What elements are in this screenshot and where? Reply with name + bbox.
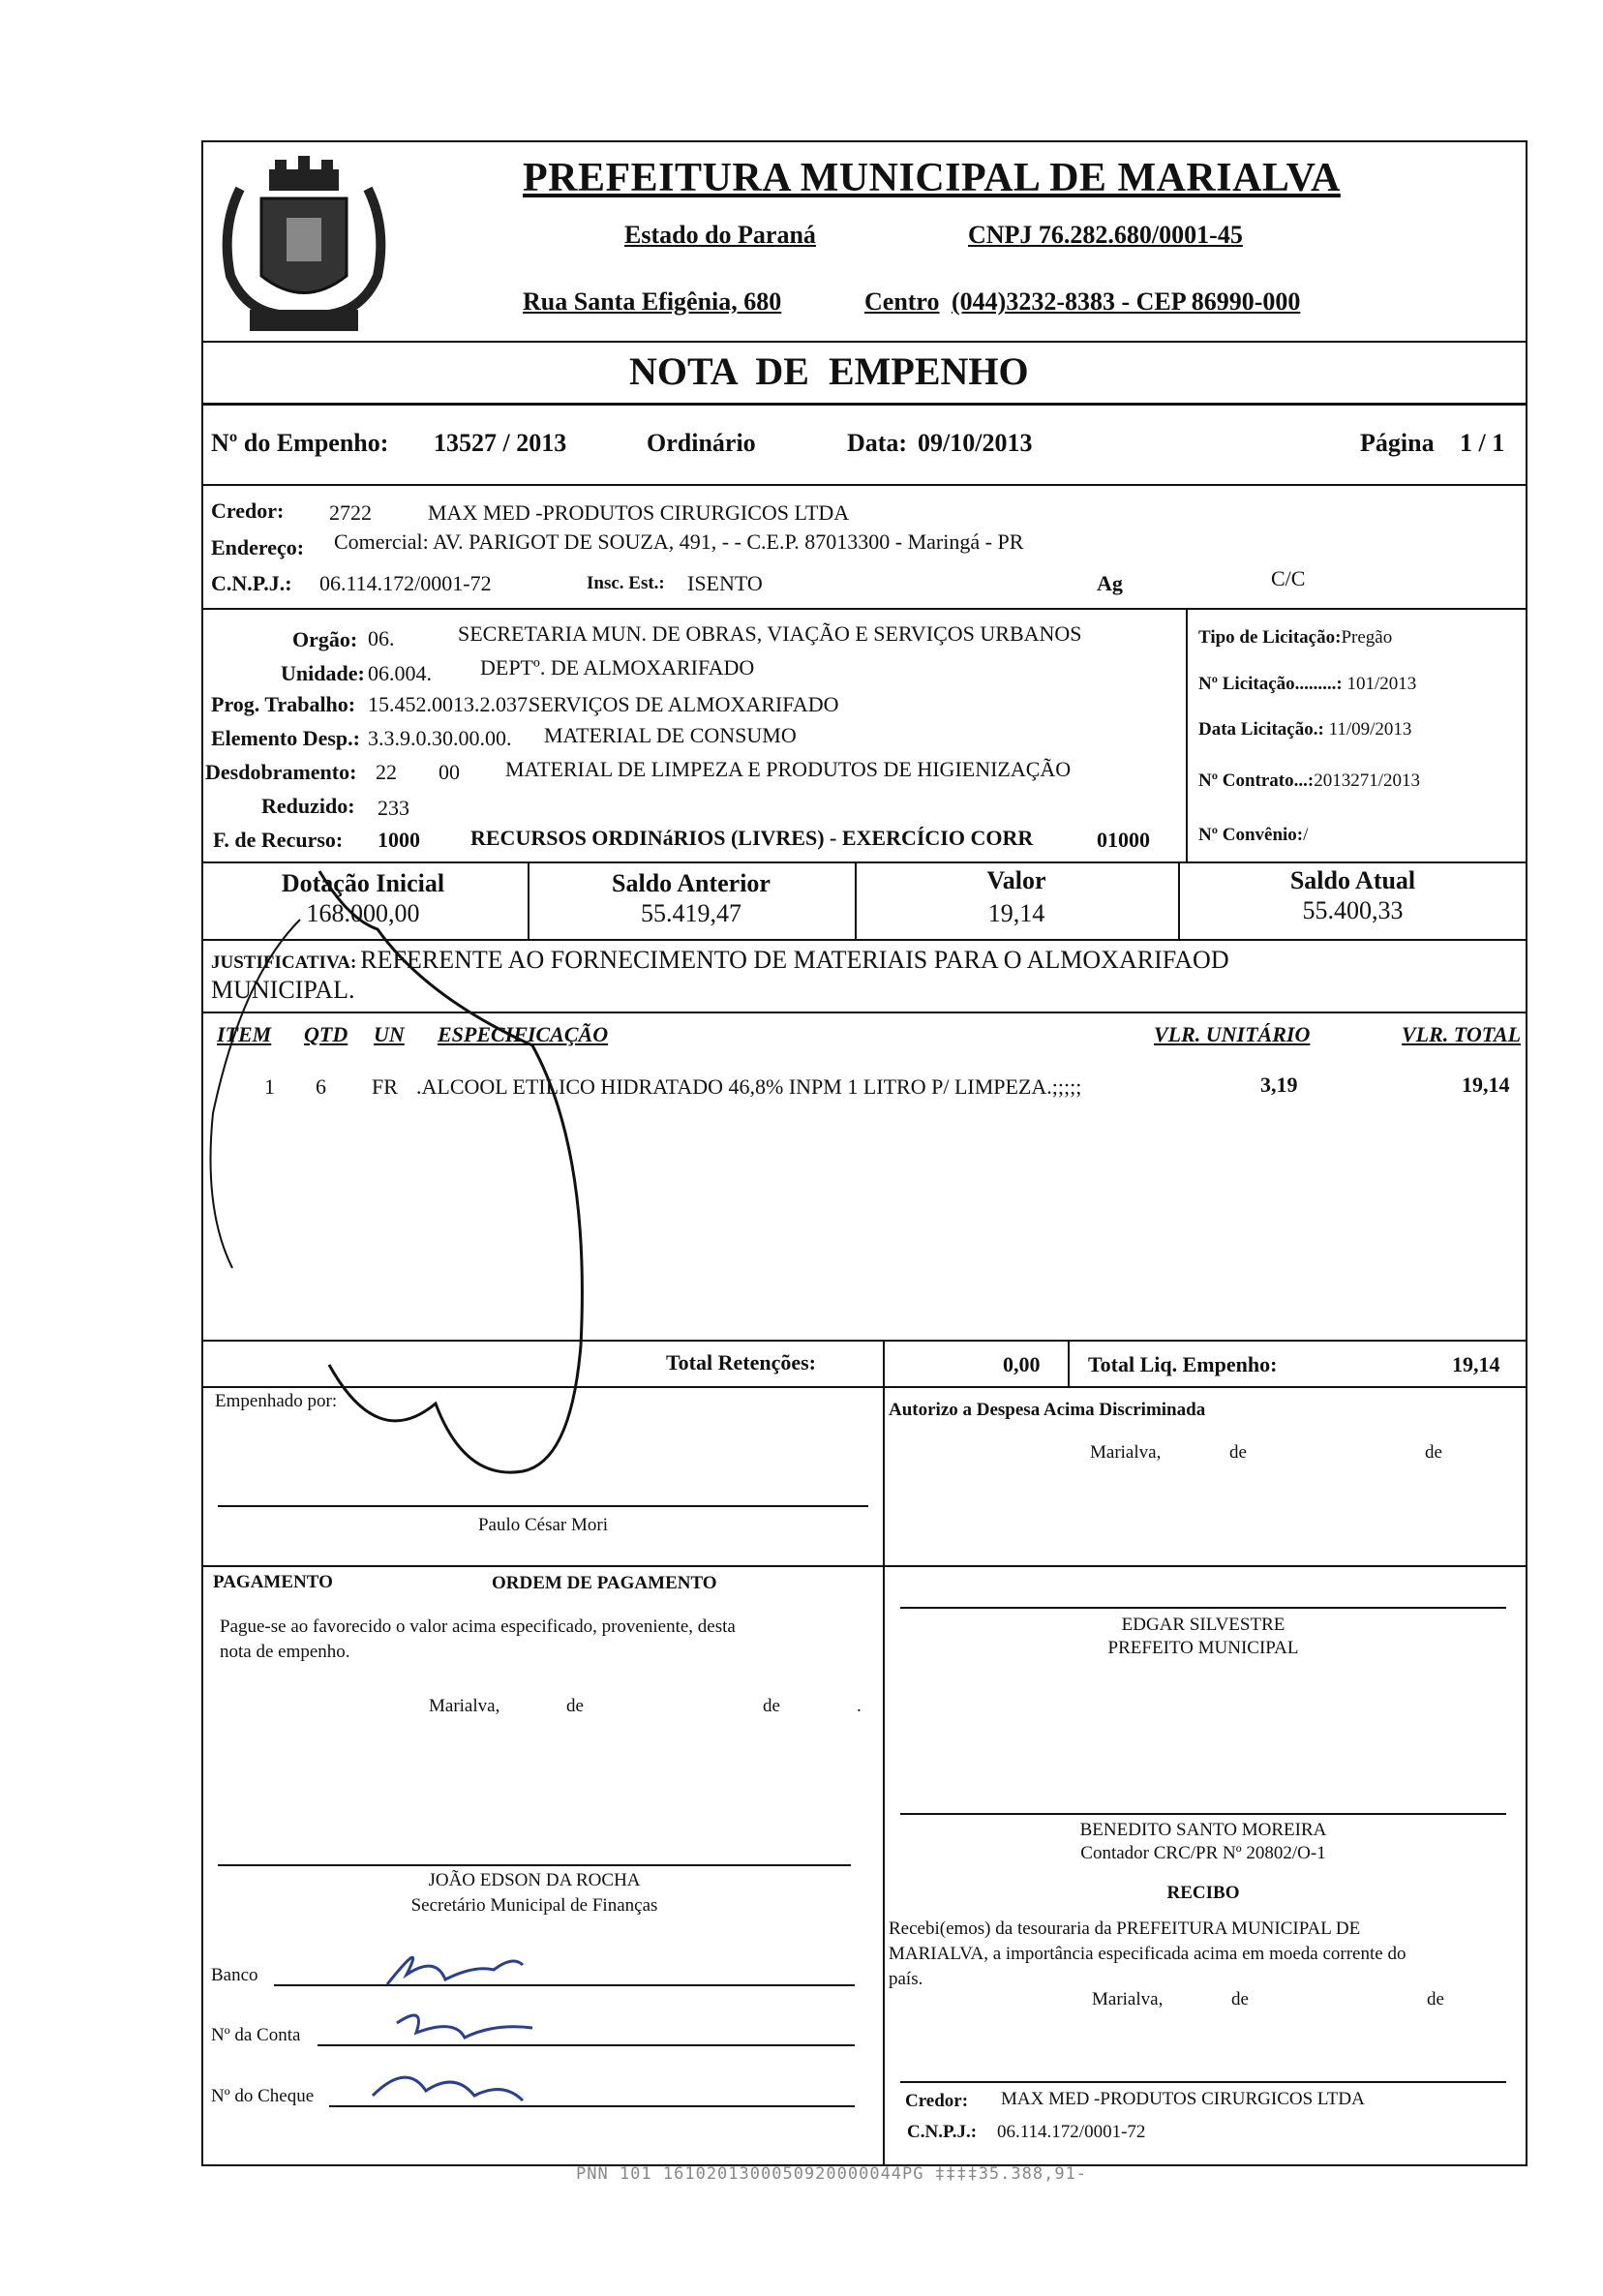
divider — [201, 608, 1527, 610]
pagamento-date-dot: . — [857, 1696, 862, 1716]
autorizo-date-city: Marialva, — [1090, 1442, 1162, 1463]
retencoes-value: 0,00 — [1003, 1352, 1041, 1376]
tipo-licitacao-label: Tipo de Licitação:Pregão — [1198, 627, 1393, 648]
valor-label: Valor — [986, 866, 1046, 894]
prog-label: Prog. Trabalho: — [211, 692, 356, 716]
pagamento-date-de2: de — [763, 1696, 780, 1716]
prefeito-name: EDGAR SILVESTRE — [1121, 1615, 1285, 1635]
pagamento-text-1: Pague-se ao favorecido o valor acima especificado, proveniente, desta — [220, 1616, 736, 1637]
retencoes-label: Total Retenções: — [666, 1350, 816, 1375]
elemento-label: Elemento Desp.: — [211, 726, 360, 750]
recibo-cnpj-label: C.N.P.J.: — [907, 2122, 978, 2142]
orgao-name: SECRETARIA MUN. DE OBRAS, VIAÇÃO E SERVIÇOS URBANOS — [458, 621, 1082, 646]
recibo-credor-label: Credor: — [905, 2091, 969, 2111]
secretario-name: JOÃO EDSON DA ROCHA — [428, 1870, 641, 1890]
banco-line — [274, 1984, 855, 1986]
recibo-text-3: país. — [889, 1969, 923, 1989]
unidade-label: Unidade: — [281, 661, 365, 685]
signature-line — [900, 1607, 1506, 1609]
divider — [883, 1386, 885, 1565]
credor-cnpj-label: C.N.P.J.: — [211, 571, 292, 595]
numero-licitacao: Nº Licitação.........: 101/2013 — [1198, 674, 1417, 694]
numero-convenio: Nº Convênio:/ — [1198, 825, 1309, 845]
empenhado-name: Paulo César Mori — [477, 1515, 609, 1535]
desdob-code: 22 — [376, 760, 397, 784]
desdob-label: Desdobramento: — [205, 760, 357, 784]
recurso-number: 01000 — [1097, 828, 1150, 852]
desdob-sub: 00 — [439, 760, 460, 784]
divider — [201, 403, 1527, 406]
street-address: Rua Santa Efigênia, 680 — [523, 287, 782, 316]
recibo-date-de1: de — [1231, 1989, 1249, 2009]
recibo-title: RECIBO — [1166, 1883, 1240, 1903]
contador-name: BENEDITO SANTO MOREIRA — [1079, 1820, 1327, 1840]
empenho-type: Ordinário — [647, 429, 756, 457]
justificativa-text: REFERENTE AO FORNECIMENTO DE MATERIAIS PARA O ALMOXARIFAOD — [360, 946, 1229, 974]
handwritten-signature-icon — [368, 1926, 561, 2120]
city-cnpj: CNPJ 76.282.680/0001-45 — [968, 221, 1243, 249]
unit-price-header: VLR. UNITÁRIO — [1154, 1022, 1311, 1046]
total-price-header: VLR. TOTAL — [1402, 1022, 1522, 1046]
divider — [201, 341, 1527, 343]
address-label: Endereço: — [211, 535, 305, 559]
credor-address: Comercial: AV. PARIGOT DE SOUZA, 491, - - C.E.P. 87013300 - Maringá - PR — [334, 529, 1024, 554]
prog-code: 15.452.0013.2.037. — [368, 692, 533, 716]
un-header: UN — [374, 1022, 405, 1046]
cheque-label: Nº do Cheque — [211, 2086, 315, 2106]
autorizo-date-de2: de — [1425, 1442, 1442, 1463]
divider — [201, 1565, 1527, 1567]
item-header: ITEM — [217, 1022, 272, 1046]
item-unit-price: 3,19 — [1260, 1072, 1298, 1097]
insc-value: ISENTO — [687, 571, 763, 595]
page-label: Página — [1360, 429, 1435, 457]
autorizo-date-de1: de — [1229, 1442, 1247, 1463]
dotacao-value: 168.000,00 — [306, 899, 420, 927]
pen-stroke-icon — [184, 861, 629, 1481]
reduzido-label: Reduzido: — [261, 794, 355, 818]
district: Centro — [864, 287, 940, 316]
contador-title: Contador CRC/PR Nº 20802/O-1 — [1080, 1843, 1326, 1863]
recibo-credor-name: MAX MED -PRODUTOS CIRURGICOS LTDA — [1001, 2089, 1365, 2109]
dotacao-label: Dotação Inicial — [281, 869, 445, 897]
state-label: Estado do Paraná — [624, 221, 816, 249]
signature-line — [900, 1813, 1506, 1815]
justificativa-label: JUSTIFICATIVA: — [211, 952, 357, 973]
divider — [883, 1565, 885, 2166]
recibo-text-1: Recebi(emos) da tesouraria da PREFEITURA MUNICIPAL DE — [889, 1918, 1361, 1939]
pagamento-label: PAGAMENTO — [213, 1572, 333, 1592]
liq-empenho-label: Total Liq. Empenho: — [1088, 1352, 1278, 1376]
recurso-label: F. de Recurso: — [213, 828, 344, 852]
credor-label: Credor: — [211, 498, 285, 523]
ordem-pagamento-label: ORDEM DE PAGAMENTO — [492, 1573, 717, 1593]
item-qtd: 6 — [316, 1074, 326, 1099]
banco-label: Banco — [211, 1965, 258, 1985]
document-title: NOTA DE EMPENHO — [629, 349, 1029, 393]
divider — [1068, 1340, 1070, 1388]
justificativa-text-cont: MUNICIPAL. — [211, 976, 355, 1004]
reduzido-value: 233 — [378, 796, 409, 820]
divider — [1178, 861, 1180, 939]
page-title: PREFEITURA MUNICIPAL DE MARIALVA — [523, 156, 1341, 200]
unidade-name: DEPTº. DE ALMOXARIFADO — [480, 655, 755, 680]
pagamento-date-city: Marialva, — [429, 1696, 500, 1716]
credor-code: 2722 — [329, 500, 372, 525]
divider — [855, 861, 857, 939]
divider — [201, 484, 1527, 486]
barcode-text: PNN 101 1610201300050920000044PG ‡‡‡‡35.388,91- — [576, 2164, 1088, 2184]
numero-contrato: Nº Contrato...:2013271/2013 — [1198, 770, 1420, 791]
liq-empenho-value: 19,14 — [1452, 1352, 1500, 1376]
recibo-date-city: Marialva, — [1092, 1989, 1164, 2009]
pagamento-date-de1: de — [566, 1696, 584, 1716]
unidade-code: 06.004. — [368, 661, 432, 685]
ag-label: Ag — [1097, 571, 1123, 595]
data-licitacao: Data Licitação.: 11/09/2013 — [1198, 719, 1412, 740]
qtd-header: QTD — [304, 1022, 348, 1046]
recibo-cnpj-value: 06.114.172/0001-72 — [997, 2122, 1146, 2142]
signature-line — [218, 1864, 851, 1866]
signature-line — [900, 2081, 1506, 2083]
item-un: FR — [372, 1074, 398, 1099]
prog-name: SERVIÇOS DE ALMOXARIFADO — [529, 692, 839, 716]
divider — [883, 1340, 885, 1388]
saldo-atual-label: Saldo Atual — [1289, 866, 1416, 894]
recurso-name: RECURSOS ORDINáRIOS (LIVRES) - EXERCÍCIO CORR — [470, 826, 1034, 850]
prefeito-title: PREFEITO MUNICIPAL — [1107, 1638, 1299, 1658]
empenho-date: 09/10/2013 — [918, 429, 1033, 457]
item-spec: .ALCOOL ETILICO HIDRATADO 46,8% INPM 1 LITRO P/ LIMPEZA.;;;;; — [416, 1074, 1082, 1099]
elemento-code: 3.3.9.0.30.00.00. — [368, 726, 512, 750]
signature-line — [218, 1505, 868, 1507]
phone-cep: (044)3232-8383 - CEP 86990-000 — [952, 287, 1301, 316]
desdob-name: MATERIAL DE LIMPEZA E PRODUTOS DE HIGIENIZAÇÃO — [505, 757, 1072, 781]
recibo-text-2: MARIALVA, a importância especificada acima em moeda corrente do — [889, 1944, 1406, 1964]
item-total-price: 19,14 — [1462, 1072, 1510, 1097]
saldo-anterior-value: 55.419,47 — [641, 899, 741, 927]
secretario-title: Secretário Municipal de Finanças — [410, 1895, 658, 1916]
credor-cnpj: 06.114.172/0001-72 — [319, 571, 492, 595]
conta-label: Nº da Conta — [211, 2025, 301, 2045]
divider — [1186, 608, 1188, 861]
empenho-date-label: Data: — [847, 429, 908, 457]
insc-label: Insc. Est.: — [587, 573, 665, 593]
pagamento-text-2: nota de empenho. — [220, 1642, 350, 1662]
saldo-anterior-label: Saldo Anterior — [612, 869, 771, 897]
empenho-number: 13527 / 2013 — [434, 429, 567, 457]
elemento-name: MATERIAL DE CONSUMO — [544, 723, 797, 747]
spec-header: ESPECIFICAÇÃO — [438, 1022, 609, 1046]
credor-name: MAX MED -PRODUTOS CIRURGICOS LTDA — [428, 500, 850, 525]
page-number: 1 / 1 — [1460, 429, 1505, 457]
recibo-date-de2: de — [1427, 1989, 1444, 2009]
item-number: 1 — [264, 1074, 275, 1099]
coat-of-arms-icon — [201, 150, 407, 344]
orgao-code: 06. — [368, 626, 395, 650]
empenho-number-label: Nº do Empenho: — [211, 429, 389, 457]
cc-label: C/C — [1271, 566, 1306, 590]
recurso-code: 1000 — [378, 828, 420, 852]
valor-value: 19,14 — [987, 899, 1045, 927]
empenhado-label: Empenhado por: — [215, 1391, 338, 1411]
orgao-label: Orgão: — [292, 627, 358, 651]
autorizo-label: Autorizo a Despesa Acima Discriminada — [889, 1400, 1206, 1420]
saldo-atual-value: 55.400,33 — [1302, 896, 1404, 924]
